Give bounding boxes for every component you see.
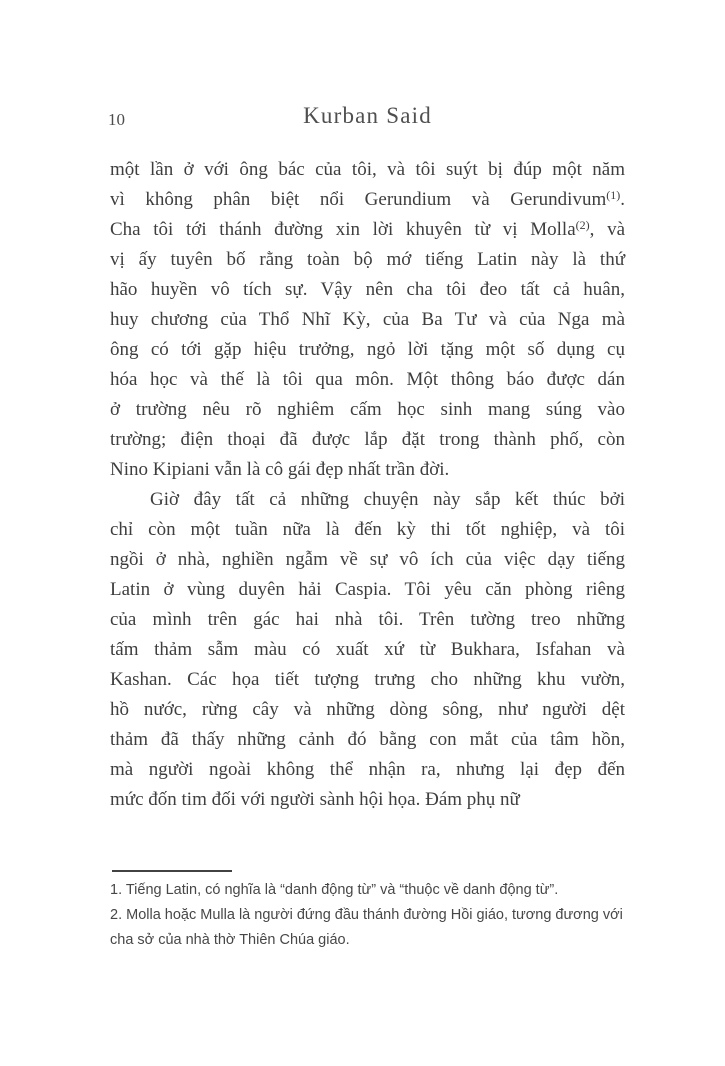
body-line: Latin ở vùng duyên hải Caspia. Tôi yêu căn phòng riêng — [110, 579, 625, 600]
body-line-paragraph-start: Giờ đây tất cả những chuyện này sắp kết thúc bởi — [150, 489, 625, 510]
footnotes — [110, 878, 650, 953]
body-line: Kashan. Các họa tiết tượng trưng cho những khu vườn, — [110, 669, 625, 690]
body-line-text: , và — [589, 219, 625, 240]
body-line — [110, 185, 625, 215]
body-line-paragraph-end: Nino Kipiani vẫn là cô gái đẹp nhất trần đời. — [110, 459, 450, 480]
body-line: ông có tới gặp hiệu trưởng, ngỏ lời tặng một số dụng cụ — [110, 339, 625, 360]
body-line: trường; điện thoại đã được lắp đặt trong thành phố, còn — [110, 429, 625, 450]
body-text — [110, 155, 625, 815]
footnote-line: cha sở của nhà thờ Thiên Chúa giáo. — [110, 932, 350, 948]
body-line: của mình trên gác hai nhà tôi. Trên tường treo những — [110, 609, 625, 630]
body-line: hão huyền vô tích sự. Vậy nên cha tôi đeo tất cả huân, — [110, 279, 625, 300]
body-line: ngồi ở nhà, nghiền ngẫm về sự vô ích của việc dạy tiếng — [110, 549, 625, 570]
footnote-line: 2. Molla hoặc Mulla là người đứng đầu thánh đường Hồi giáo, tương đương với — [110, 907, 623, 923]
body-line-text: . — [620, 189, 625, 210]
body-line: hóa học và thế là tôi qua môn. Một thông báo được dán — [110, 369, 625, 390]
body-line: huy chương của Thổ Nhĩ Kỳ, của Ba Tư và của Nga mà — [110, 309, 625, 330]
body-line-text: Cha tôi tới thánh đường xin lời khuyên từ vị Molla — [110, 219, 576, 240]
body-line: tấm thảm sẫm màu có xuất xứ từ Bukhara, Isfahan và — [110, 639, 625, 660]
body-line-text: vì không phân biệt nổi Gerundium và Gerundivum — [110, 189, 607, 210]
body-line: mà người ngoài không thể nhận ra, nhưng lại đẹp đến — [110, 759, 625, 780]
body-line: chỉ còn một tuần nữa là đến kỳ thi tốt nghiệp, và tôi — [110, 519, 625, 540]
body-line: vị ấy tuyên bố rằng toàn bộ mớ tiếng Latin này là thứ — [110, 249, 625, 270]
running-head: Kurban Said — [303, 103, 432, 128]
page-number: 10 — [108, 110, 125, 129]
body-line: hồ nước, rừng cây và những dòng sông, như người dệt — [110, 699, 625, 720]
footnote-separator-rule — [112, 870, 232, 872]
body-line: thảm đã thấy những cảnh đó bằng con mắt của tâm hồn, — [110, 729, 625, 750]
body-line: ở trường nêu rõ nghiêm cấm học sinh mang súng vào — [110, 399, 625, 420]
footnote-marker-1: (1) — [606, 188, 621, 202]
body-line-paragraph-end: mức đốn tim đối với người sành hội họa. Đám phụ nữ — [110, 789, 520, 810]
footnote-line: 1. Tiếng Latin, có nghĩa là “danh động từ” và “thuộc về danh động từ”. — [110, 882, 559, 898]
footnote-marker-2: (2) — [575, 218, 590, 232]
body-line: một lần ở với ông bác của tôi, và tôi suýt bị đúp một năm — [110, 159, 625, 180]
body-line — [110, 215, 625, 245]
